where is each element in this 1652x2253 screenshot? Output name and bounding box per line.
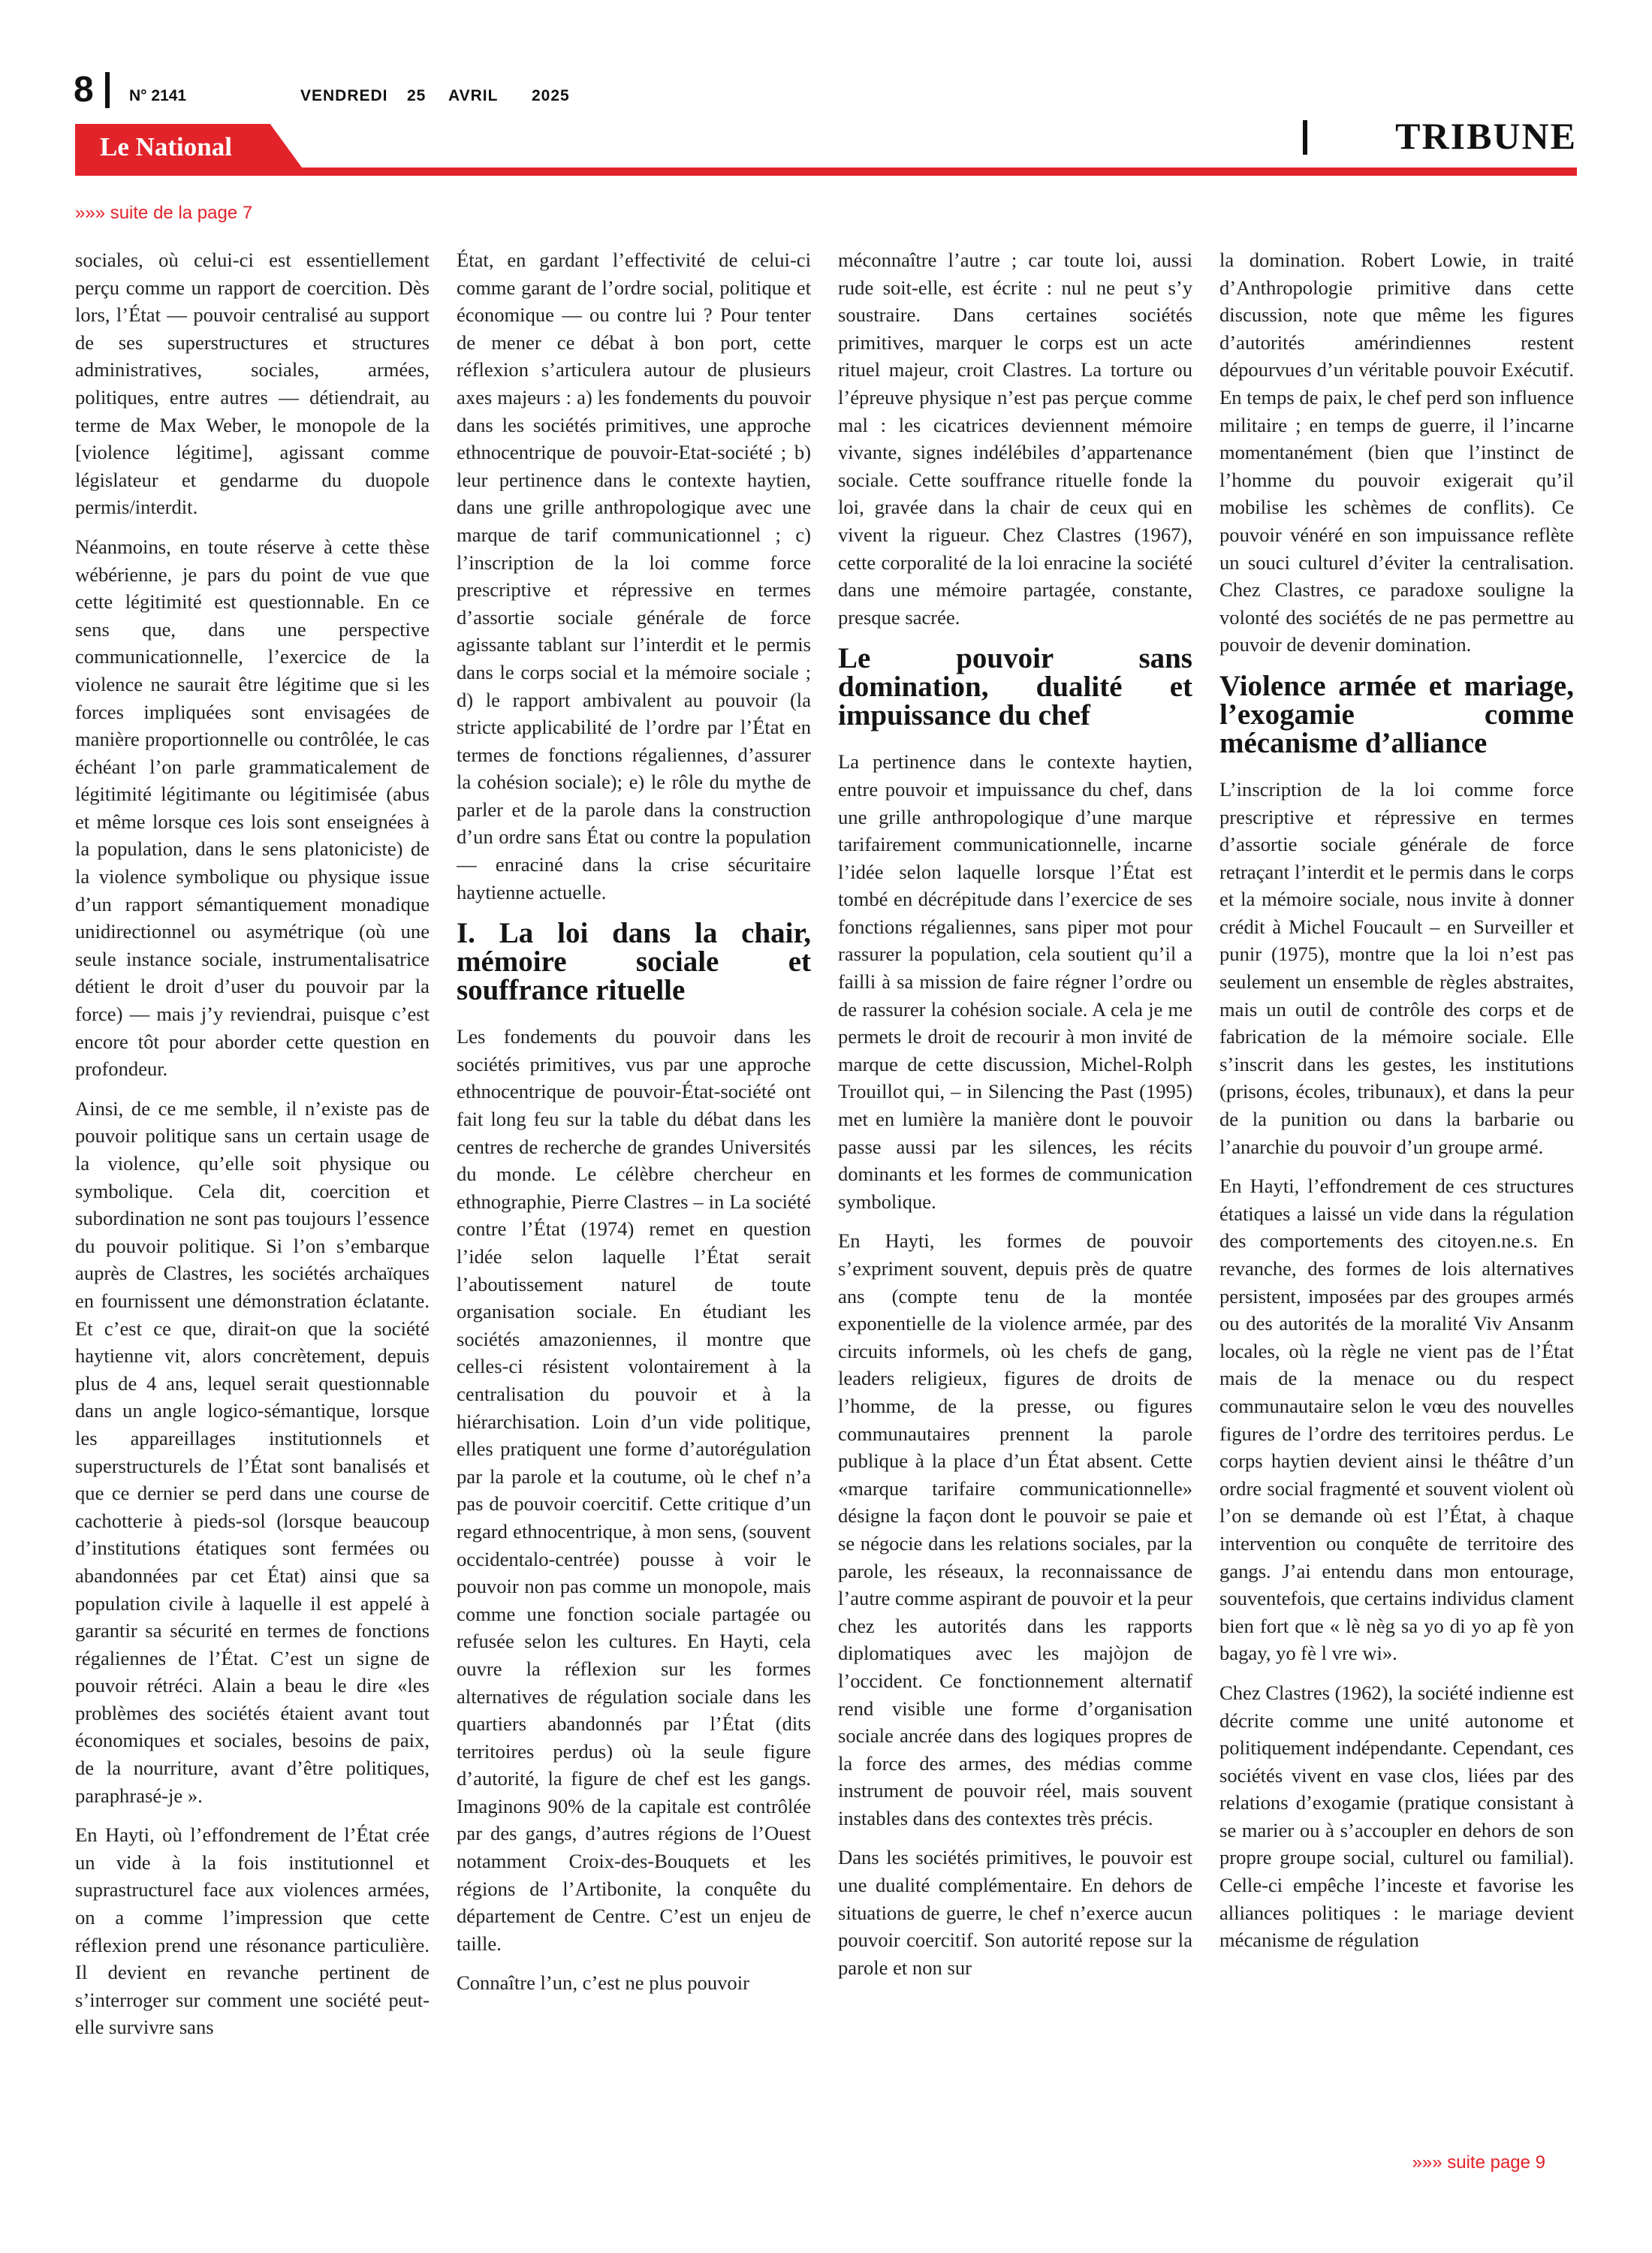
date-day: VENDREDI xyxy=(300,87,388,104)
paragraph: la domination. Robert Lowie, in traité d’Anthropologie primitive dans cette discussion, note que même les figures d’autorités amérindiennes restent dépourvues d’un véritable pouvoir Exécutif. En temps de paix, le chef perd son influence militaire ; en temps de guerre, il l’incarne momentanément (bien que l’instinct de l’homme du pouvoir exigerait qu’il mobilise les schèmes de conflits). Ce pouvoir vénéré en son impuissance reflète un souci culturel d’éviter la centralisation. Chez Clastres, ce paradoxe souligne la volonté des sociétés de ne pas permettre au pouvoir de devenir domination. xyxy=(1219,249,1574,656)
article-column-1 xyxy=(75,246,430,2154)
section-heading: Le pouvoir sans domination, dualité et impuissance du chef xyxy=(838,642,1192,732)
paragraph: méconnaître l’autre ; car toute loi, aussi rude soit-elle, est écrite : nul ne peut s’y soustraire. Dans certaines sociétés primitives, marquer le corps est un acte rituel majeur, croit Clastres. La torture ou l’épreuve physique n’est pas perçue comme mal : les cicatrices deviennent mémoire vivante, signes indélébiles d’appartenance sociale. Cette souffrance rituelle fonde la loi, gravée dans la chair de ceux qui en vivent la rigueur. Chez Clastres (1967), cette corporalité de la loi enracine la société dans une mémoire partagée, constante, presque sacrée. xyxy=(838,249,1192,629)
article-column-2 xyxy=(457,246,811,2154)
header-rule xyxy=(75,167,1577,176)
page-number: 8 xyxy=(74,70,94,110)
continued-to-link[interactable]: »»» suite page 9 xyxy=(1412,2152,1545,2173)
paragraph: L’inscription de la loi comme force prescriptive et répressive en termes d’assortie sociale générale de force retraçant l’interdit et le permis dans le corps et la mémoire sociale, nous invite à donner crédit à Michel Foucault – en Surveiller et punir (1975), montre que la loi n’est pas seulement un ensemble de règles abstraites, mais un outil de contrôle des corps et de fabrication de la mémoire sociale. Elle s’inscrit dans les gestes, les institutions (prisons, écoles, tribunaux), et dans la peur de la punition ou dans la barbarie ou l’anarchie du pouvoir d’un groupe armé. xyxy=(1219,777,1574,1158)
date-number: 25 xyxy=(407,87,427,104)
newspaper-logo: Le National xyxy=(100,132,232,161)
paragraph: En Hayti, l’effondrement de ces structures étatiques a laissé un vide dans la régulation des comportements des citoyen.ne.s. En revanche, des formes de lois alternatives persistent, imposées par des groupes armés ou des autorités de la moralité Viv Ansanm locales, où la règle ne vient pas de l’État mais de la menace ou du respect communautaire selon le vœu des nouvelles figures de l’ordre des territoires perdus. Le corps haytien devient ainsi le théâtre d’un ordre social fragmenté et souvent violent où l’on se demande où est l’État, à chaque intervention ou conquête de territoire des gangs. J’ai entendu dans mon entourage, souventefois, que certains individus clament bien fort que « lè nèg sa yo di yo ap fè yon bagay, yo fè l vre wi». xyxy=(1219,1175,1574,1665)
section-title: TRIBUNE xyxy=(1395,115,1577,157)
paragraph: Chez Clastres (1962), la société indienne est décrite comme une unité autonome et politiquement indépendante. Cependant, ces sociétés vivent en vase clos, liées par des relations d’exogamie (pratique consistant à se marier ou à s’accoupler en dehors de son propre groupe social, culturel ou familial). Celle-ci empêche l’inceste et favorise les alliances politiques : le mariage devient mécanisme de régulation xyxy=(1219,1681,1574,1952)
article-column-4 xyxy=(1219,246,1574,2154)
paragraph: Néanmoins, en toute réserve à cette thèse wébérienne, je pars du point de vue que cette légitimité est questionnable. En ce sens que, dans une perspective communicationnelle, l’exercice de la violence ne saurait être légitime que si les forces impliquées sont envisagées de manière proportionnelle ou contrôlée, le cas échéant l’on parle grammaticalement de légitimité légitimante ou légitimisée (abus et même lorsque ces lois sont enseignées à la population, dans le sens platoniciste) de la violence symbolique ou physique issue d’un rapport sémantiquement monadique unidirectionnel ou asymétrique (où une seule instance sociale, instrumentalisatrice détient le droit d’user du pouvoir par la force) — mais j’y reviendrai, puisque c’est encore tôt pour aborder cette question en profondeur. xyxy=(75,535,430,1081)
paragraph: Connaître l’un, c’est ne plus pouvoir xyxy=(457,1971,749,1995)
paragraph: Ainsi, de ce me semble, il n’existe pas de pouvoir politique sans un certain usage de la violence, qu’elle soit physique ou symbolique. Cela dit, coercition et subordination ne sont pas toujours l’essence du pouvoir politique. Si l’on s’embarque auprès de Clastres, les sociétés archaïques en fournissent une démonstration éclatante. Et c’est ce que, dirait-on que la société haytienne vit, alors concrètement, depuis plus de 4 ans, lequel serait questionnable dans un angle logico-sémantique, lorsque les appareillages institutionnels et superstructurels de l’État sont banalisés et que ce dernier se perd dans une course de cachotterie à pieds-sol (lorsque beaucoup d’institutions étatiques sont fermées ou abandonnées par cet État) ainsi que sa population civile à laquelle il est appelé à garantir sa sécurité en termes de fonctions régaliennes de l’État. C’est un signe de pouvoir rétréci. Alain a beau le dire «les problèmes des sociétés étaient avant tout économiques et sociales, besoins de paix, de la nourriture, avant d’être politiques, paraphrasé-je ». xyxy=(75,1096,430,1807)
header-divider xyxy=(105,72,110,108)
date-month: AVRIL xyxy=(448,87,499,104)
section-heading: I. La loi dans la chair, mémoire sociale et souffrance rituelle xyxy=(457,917,811,1007)
date-year: 2025 xyxy=(532,87,570,104)
paragraph: La pertinence dans le contexte haytien, entre pouvoir et impuissance du chef, dans une grille anthropologique d’une marque tarifairement communicationnelle, incarne l’idée selon laquelle lorsque l’État est tombé en décrépitude dans l’exercice de ses fonctions régaliennes, sans piper mot pour rassurer la population, cela soutient qu’il a failli à sa mission de faire régner l’ordre ou de rassurer la cohésion sociale. A cela je me permets le droit de recourir à mon invité de marque de cette discussion, Michel-Rolph Trouillot qui, – in Silencing the Past (1995) met en lumière la manière dont le pouvoir passe aussi par les silences, les récits dominants et les formes de communication symbolique. xyxy=(838,750,1192,1213)
paragraph: État, en gardant l’effectivité de celui-ci comme garant de l’ordre social, politique et économique — ou contre lui ? Pour tenter de mener ce débat à bon port, cette réflexion s’articulera autour de plusieurs axes majeurs : a) les fondements du pouvoir dans les sociétés primitives, une approche ethnocentrique de pouvoir-Etat-société ; b) leur pertinence dans le contexte haytien, dans une grille anthropologique avec une marque de tarif communicationnel ; c) l’inscription de la loi comme force prescriptive et répressive en termes d’assortie sociale générale de force agissante tablant sur l’interdit et le permis dans le corps social et la mémoire sociale ; d) le rapport ambivalent au pouvoir (la stricte applicabilité de l’ordre par l’État en termes de fonctions régaliennes, d’assurer la cohésion sociale); e) le rôle du mythe de parler et de la parole dans la construction d’un ordre sans État ou contre la population — enraciné dans la crise sécuritaire haytienne actuelle. xyxy=(457,249,811,903)
article-column-3 xyxy=(838,246,1192,2154)
paragraph: sociales, où celui-ci est essentiellement perçu comme un rapport de coercition. Dès lors, l’État — pouvoir centralisé au support de ses superstructures et structures administratives, sociales, armées, politiques, entre autres — détiendrait, au terme de Max Weber, le monopole de la [violence légitime], agissant comme législateur et gendarme du duopole permis/interdit. xyxy=(75,249,430,519)
section-divider xyxy=(1303,120,1307,155)
paragraph: En Hayti, les formes de pouvoir s’expriment souvent, depuis près de quatre ans (compte tenu de la montée exponentielle de la violence armée, par des circuits informels, où les chefs de gang, leaders religieux, figures de droits de l’homme, de la presse, ou figures communautaires prennent la parole publique à la place d’un État absent. Cette «marque tarifaire communicationnelle» désigne la façon dont le pouvoir se paie et se négocie dans les relations sociales, par la parole, les réseaux, la reconnaissance de l’autre comme aspirant de pouvoir et la peur chez les autorités dans les rapports diplomatiques avec les majòjon de l’occident. Ce fonctionnement alternatif rend visible une forme d’organisation sociale ancrée dans des logiques propres de la force des armes, des médias comme instrument de pouvoir réel, mais souvent instables dans des contextes très précis. xyxy=(838,1229,1192,1829)
paragraph: Dans les sociétés primitives, le pouvoir est une dualité complémentaire. En dehors de situations de guerre, le chef n’exerce aucun pouvoir coercitif. Son autorité repose sur la parole et non sur xyxy=(838,1846,1192,1979)
paragraph: Les fondements du pouvoir dans les sociétés primitives, vus par une approche ethnocentrique de pouvoir-État-société ont fait long feu sur la table du débat dans les centres de recherche de grandes Universités du monde. Le célèbre chercheur en ethnographie, Pierre Clastres – in La société contre l’État (1974) remet en question l’idée selon laquelle l’État serait l’aboutissement naturel de toute organisation sociale. En étudiant les sociétés amazoniennes, il montre que celles-ci résistent volontairement à la centralisation du pouvoir et à la hiérarchisation. Loin d’un vide politique, elles pratiquent une forme d’autorégulation par la parole et la coutume, où le chef n’a pas de pouvoir coercitif. Cette critique d’un regard ethnocentrique, à mon sens, (souvent occidentalo-centrée) pousse à voir le pouvoir non pas comme un monopole, mais comme une fonction sociale partagée ou refusée selon les cultures. En Hayti, cela ouvre la réflexion sur les formes alternatives de régulation sociale dans les quartiers abandonnés par l’État (dits territoires perdus) où la seule figure d’autorité, la figure de chef est les gangs. Imaginons 90% de la capitale est contrôlée par des gangs, d’autres régions de l’Ouest notamment Croix-des-Bouquets et les régions de l’Artibonite, la conquête du département de Centre. C’est un enjeu de taille. xyxy=(457,1025,811,1955)
paragraph: En Hayti, où l’effondrement de l’État crée un vide à la fois institutionnel et suprastructurel face aux violences armées, on a comme l’impression que cette réflexion prend une résonance particulière. Il devient en revanche pertinent de s’interroger sur comment une société peut-elle survivre sans xyxy=(75,1823,430,2039)
section-heading: Violence armée et mariage, l’exogamie comme mécanisme d’alliance xyxy=(1219,669,1574,759)
continued-from-label: »»» suite de la page 7 xyxy=(75,203,253,223)
issue-number: N° 2141 xyxy=(129,87,187,104)
